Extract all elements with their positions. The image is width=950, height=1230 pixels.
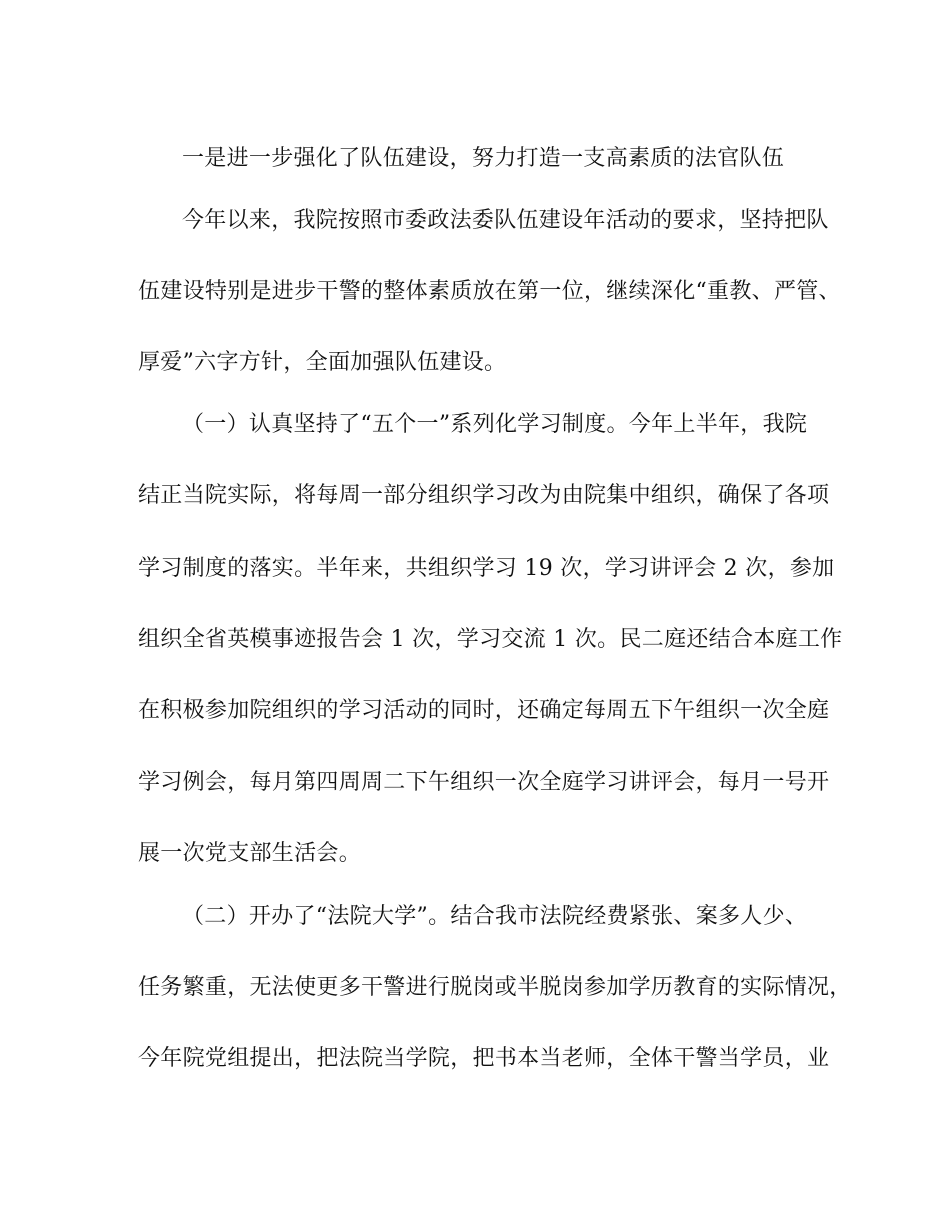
paragraph-line: 厚爱”六字方针，全面加强队伍建设。 (138, 350, 507, 375)
paragraph-line: 今年以来，我院按照市委政法委队伍建设年活动的要求，坚持把队 (182, 208, 829, 233)
paragraph-line: （一）认真坚持了“五个一”系列化学习制度。今年上半年，我院 (182, 412, 808, 437)
paragraph-line: 在积极参加院组织的学习活动的同时，还确定每周五下午组织一次全庭 (138, 698, 830, 723)
paragraph-line: 任务繁重，无法使更多干警进行脱岗或半脱岗参加学历教育的实际情况， (138, 975, 852, 1000)
paragraph-line: 学习例会，每月第四周周二下午组织一次全庭学习讲评会，每月一号开 (138, 770, 830, 795)
paragraph-line: 伍建设特别是进步干警的整体素质放在第一位，继续深化“重教、严管、 (138, 279, 841, 304)
paragraph-line: 组织全省英模事迹报告会 1 次，学习交流 1 次。民二庭还结合本庭工作 (138, 627, 843, 652)
paragraph-line: 展一次党支部生活会。 (138, 841, 362, 866)
section-heading: 一是进一步强化了队伍建设，努力打造一支高素质的法官队伍 (182, 146, 785, 171)
paragraph-line: 今年院党组提出，把法院当学院，把书本当老师，全体干警当学员，业 (138, 1046, 830, 1071)
paragraph-line: 结正当院实际，将每周一部分组织学习改为由院集中组织，确保了各项 (138, 483, 830, 508)
paragraph-line: 学习制度的落实。半年来，共组织学习 19 次，学习讲评会 2 次，参加 (138, 556, 835, 581)
paragraph-line: （二）开办了“法院大学”。结合我市法院经费紧张、案多人少、 (182, 904, 808, 929)
